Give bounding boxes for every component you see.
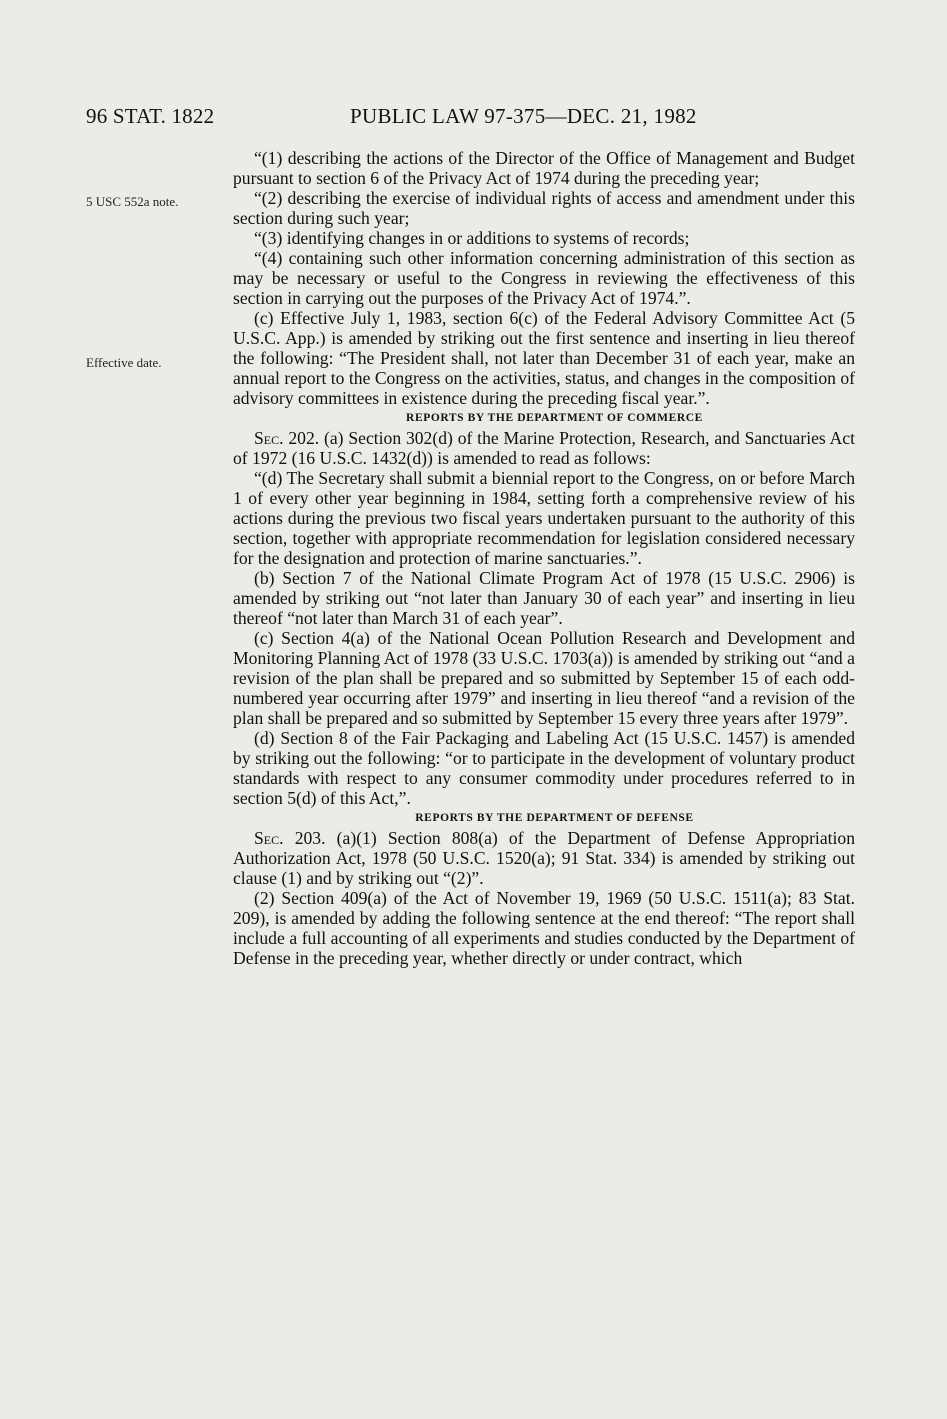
paragraph-item-3: “(3) identifying changes in or additions to systems of records;	[254, 228, 690, 248]
paragraph-item-2: “(2) describing the exercise of individual rights of access and amendment under this section during such year;	[233, 188, 855, 228]
margin-note-effective-date: Effective date.	[86, 355, 162, 370]
statute-body	[233, 148, 855, 968]
section-202-text: 202. (a) Section 302(d) of the Marine Protection, Research, and Sanctuaries Act of 1972 (16 U.S.C. 1432(d)) is amended to read as follows:	[233, 428, 855, 468]
margin-note-usc: 5 USC 552a note.	[86, 194, 179, 209]
law-title-header: PUBLIC LAW 97-375—DEC. 21, 1982	[350, 104, 697, 128]
page-reference: 96 STAT. 1822	[86, 104, 215, 128]
section-label: Sec.	[254, 828, 284, 848]
paragraph-climate-program: (b) Section 7 of the National Climate Program Act of 1978 (15 U.S.C. 2906) is amended by striking out “not later than January 30 of each year” and inserting in lieu thereof “not later than March 31 of each year”.	[233, 568, 855, 628]
section-label: Sec.	[254, 428, 284, 448]
section-203-text: 203. (a)(1) Section 808(a) of the Department of Defense Appropriation Authorization Act, 1978 (50 U.S.C. 1520(a); 91 Stat. 334) is amended by striking out clause (1) and by striking out “(2)”.	[233, 828, 855, 888]
section-202	[233, 428, 855, 468]
paragraph-item-1: “(1) describing the actions of the Director of the Office of Management and Budget pursuant to section 6 of the Privacy Act of 1974 during the preceding year;	[233, 148, 855, 188]
section-heading-defense: REPORTS BY THE DEPARTMENT OF DEFENSE	[415, 812, 694, 824]
paragraph-fair-packaging: (d) Section 8 of the Fair Packaging and Labeling Act (15 U.S.C. 1457) is amended by striking out the following: “or to participate in the development of voluntary product standards with respect to any consumer commodity under procedures referred to in section 5(d) of this Act,”.	[233, 728, 855, 808]
paragraph-item-4: “(4) containing such other information concerning administration of this section as may be necessary or useful to the Congress in reviewing the effectiveness of this section in carrying out the purposes of the Privacy Act of 1974.”.	[233, 248, 855, 308]
section-heading-commerce: REPORTS BY THE DEPARTMENT OF COMMERCE	[406, 412, 703, 424]
paragraph-act-1969: (2) Section 409(a) of the Act of November 19, 1969 (50 U.S.C. 1511(a); 83 Stat. 209), is amended by adding the following sentence at the end thereof: “The report shall include a full accounting of all experiments and studies conducted by the Department of Defense in the preceding year, whether directly or under contract, which	[233, 888, 855, 968]
paragraph-biennial-report: “(d) The Secretary shall submit a biennial report to the Congress, on or before March 1 of every other year beginning in 1984, setting forth a comprehensive review of his actions during the previous two fiscal years undertaken pursuant to the authority of this section, together with appropriate recommendation for legislation considered necessary for the designation and protection of marine sanctuaries.”.	[233, 468, 855, 568]
paragraph-ocean-pollution: (c) Section 4(a) of the National Ocean Pollution Research and Development and Monitoring Planning Act of 1978 (33 U.S.C. 1703(a)) is amended by striking out “and a revision of the plan shall be prepared and so submitted by September 15 of each odd-numbered year occurring after 1979” and inserting in lieu thereof “and a revision of the plan shall be prepared and so submitted by September 15 every three years after 1979”.	[233, 628, 855, 728]
paragraph-advisory-committee: (c) Effective July 1, 1983, section 6(c) of the Federal Advisory Committee Act (5 U.S.C. App.) is amended by striking out the first sentence and inserting in lieu thereof the following: “The President shall, not later than December 31 of each year, make an annual report to the Congress on the activities, status, and changes in the composition of advisory committees in existence during the preceding fiscal year.”.	[233, 308, 855, 408]
section-203	[233, 828, 855, 888]
